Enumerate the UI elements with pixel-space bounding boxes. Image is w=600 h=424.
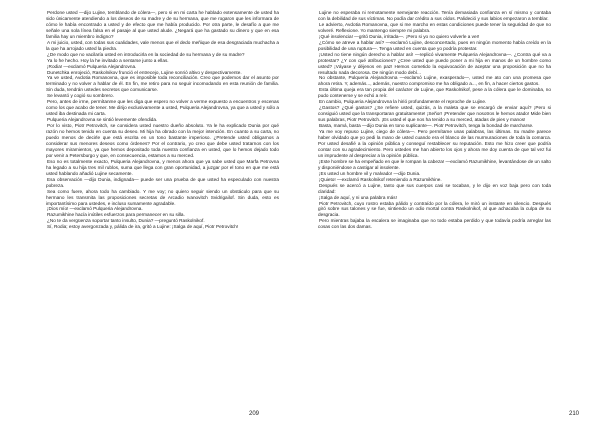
paragraph: En cambio, Pulqueria Alejandrovna la hirió profundamente el reproche de Lujine. [319,99,487,105]
paragraph: Esta última queja era tan propia del carácter de Lujine, que Raskolnikof, pese a la cólera que le dominaba, no pudo contenerse y se echó a reír. [318,87,551,99]
paragraph: No obstante, Pulqueria Alejandrovna —exclamó Lujine, exasperado—, usted me ato con una promesa que ahora retira. Y, además..., además, nuestro compromiso me ha obligado a..., en fin, a hacer ciertos gastos. [318,75,551,87]
paragraph: ¿Cómo se atreve a hablar así? —exclamó Lujine, desconcertado, pues en ningún momento había creído en la posibilidad de una ruptura—. Tenga usted en cuenta que yo podría protestar. [318,39,551,51]
page-number-right: 210 [569,411,580,417]
right-page [300,0,600,424]
paragraph: ¡Usted no tiene ningún derecho a hablar así! —replicó vivamente Pulqueria Alejandrovna—. ¿Contra qué va a protestar? ¿Y con qué atribuciones? ¿Cree usted que puedo poner a mi hija en manos de un hombre como usted? ¡Váyase y déjenos en paz! Hemos cometido la equivocación de aceptar una proposición que no ha resultado nada decorosa. De ningún modo debí... [318,51,551,75]
paragraph: Sí, Rodia; estoy avergonzada y, pálida de ira, gritó a Lujine: ¡Salga de aquí, Piotr Petrovitch! [47,224,239,230]
paragraph: Esa observación —dijo Dunia, indignada— puede ser una prueba de que usted ha especulado con nuestra pobreza. [46,176,279,188]
paragraph: ¡Quieto! —exclamó Raskolnikof reteniendo a Razumikhine. [319,176,442,182]
paragraph: A mi juicio, usted, con todas sus cualidades, vale menos que el dedo meñique de esa desgraciada muchacha a la que ha arrojado usted la piedra. [46,39,279,51]
paragraph: ¿No te da vergüenza soportar tanto insulto, Dunia? —preguntó Raskolnikof. [47,218,205,224]
paragraph: Basta, mamá, basta —dijo Dunia en tono suplicante—. Piotr Petrovitch, tenga la bondad de marcharse. [319,123,534,129]
paragraph: Pero mientras bajaba la escalera se imaginaba que no todo estaba perdido y que todavía podría arreglar las cosas con las dos damas. [318,218,551,230]
paragraph: Sea como fuere, ahora todo ha cambiado. Y me voy; no quiero seguir siendo un obstáculo para que su hermano les transmita las proposiciones secretas de Arcadio Ivanovitch Svidrigailof. Sin duda, esto es importantísimo para ustedes, e incluso sumamente agradable. [46,188,279,206]
paragraph: ¿De modo que no vacilaría usted en introducirla en la sociedad de su hermana y de su madre? [47,51,245,57]
paragraph: Piotr Petrovitch, cuyo rostro estaba pálido y contraído por la cólera, le miró un instante en silencio. Después giró sobre sus talones y se fue, sintiendo un odio mortal contra Raskolnikof, al que achacaba la culpa de su desgracia. [318,200,551,218]
paragraph: Por lo visto, Piotr Petrovitch, se considera usted nuestro dueño absoluto. Ya le ha explicado Dunia por qué razón no hemos tenido en cuenta su deseo. Mi hija ha obrado con la mejor intención. En cuanto a su carta, no puedo menos de decirle que está escrita en un tono bastante imperioso. ¿Pretende usted obligarnos a considerar sus menores deseos como órdenes? Por el contrario, yo creo que debe usted tratarnos con los mayores miramientos, ya que hemos depositado toda nuestra confianza en usted, que lo hemos dejado todo por venir a Petersburgo y que, en consecuencia, estamos a su merced. [46,123,279,158]
paragraph: Razumikhine hacía inútiles esfuerzos para permanecer en su silla. [47,212,185,218]
paragraph: Dunetchka enrojeció, Raskolnikov frunció el entrecejo, Lujine sonrió altivo y despectivamente. [47,69,242,75]
paragraph: ¡Qué insolencia! —gritó Dunia, irritada—. ¡Pero si yo no quiero volverle a ver! [319,33,480,39]
paragraph: Ya lo he hecho. Hoy la he invitado a sentarse junto a ellas. [47,57,169,63]
paragraph: Después se acercó a Lujine, tanto que sus cuerpos casi se tocaban, y le dijo en voz baja pero con toda claridad: [318,182,551,194]
paragraph: ¡Este hombre se ha empeñado en que le rompan la cabeza! —exclamó Razumikhine, levantándose de un salto y disponiéndose a castigar al insolente. [318,158,551,170]
paragraph: ¿Gastos? ¿Qué gastos? ¿Se refiere usted, quizás, a la maleta que se encargó de enviar aquí? ¡Pero si consiguió usted que la transportaran gratuitamente! ¡Señor! ¡Pretender que nosotros le hemos atado! Mide bien sus palabras, Piotr Petrovitch. ¡Es usted el que nos ha tenido a su merced, atadas de pies y manos! [318,105,551,123]
right-page-text [318,10,551,410]
paragraph: Pero, antes de irme, permítanme que les diga que espero no volver a verme expuesto a encuentros y escenas como los que acabo de tener. Me dirijo exclusivamente a usted, Pulqueria Alejandrovna, ya que a usted y sólo a usted iba destinada mi carta. [46,99,279,117]
left-page-text [46,10,279,410]
paragraph: ¡Salga de aquí, y ni una palabra más! [319,194,397,200]
paragraph: ¡Dios mío! —exclamó Pulqueria Alejandrovna. [47,206,143,212]
paragraph: Se levantó y cogió su sombrero. [47,93,114,99]
paragraph: Ya ve usted, Avdotia Romanovna, que es imposible toda reconciliación. Creo que podemos dar el asunto por terminado y no volver a hablar de él. En fin, me retiro para no seguir incomodando en esta reunión de familia. Sin duda, tendrán ustedes secretos que comunicarse. [46,75,279,93]
paragraph: ¡Es usted un hombre vil y malvado! —dijo Dunia. [319,170,421,176]
paragraph: Pulqueria Alejandrovna se sintió levemente ofendida. [47,117,158,123]
page-number-left: 209 [249,411,260,417]
paragraph: Perdone usted —dijo Lujine, temblando de cólera—, pero si en mi carta he hablado extensamente de usted ha sido únicamente atendiendo a los deseos de su madre y de su hermana, que me rogaron que les informara de cómo le había encontrado a usted y de efecto que me había producido. Por otra parte, le desafío a que me señale una sola línea falsa en el pasaje al que usted alude. ¿Negará que ha gastado su dinero y que en esa familia hay un miembro indigno? [46,10,279,39]
paragraph: ¡Rodia! —exclamó Pulqueria Alejandrovna. [47,63,137,69]
paragraph: Eso no es totalmente exacto, Pulqueria Alejandrovna, y menos ahora que ya sabe usted que Marfa Petrovna ha legado a su hija tres mil rublos, suma que llega con gran oportunidad, a juzgar por el tono en que me está usted hablando añadió Lujine secamente. [46,158,279,176]
paragraph: Lujine no esperaba ni remotamente semejante reacción. Tenía demasiada confianza en sí mismo y contaba con la debilidad de sus víctimas. No podía dar crédito a sus oídos. Palideció y sus labios empezaron a temblar. [318,10,551,21]
paragraph: Le advierto, Avdotia Romanovna, que si me marcho en estas condiciones puede tener la seguridad de que no volveré. Reflexione. Yo mantengo siempre mi palabra. [318,21,551,33]
paragraph: Ya me voy repuso Lujine, ciego de cólera—. Pero permítame unas palabras, las últimas. Su madre parece haber olvidado que yo pedi la mano de usted cuando era el blanco de las murmuraciones de toda la comarca. Por usted desafié a la opinión pública y conseguí restablecer su reputación. Esto me hizo creer que podría contar con su agradecimiento. Pero ustedes me han abierto los ojos y ahora me doy cuenta de que tal vez fui un imprudente al despreciar a la opinión pública. [318,129,551,158]
